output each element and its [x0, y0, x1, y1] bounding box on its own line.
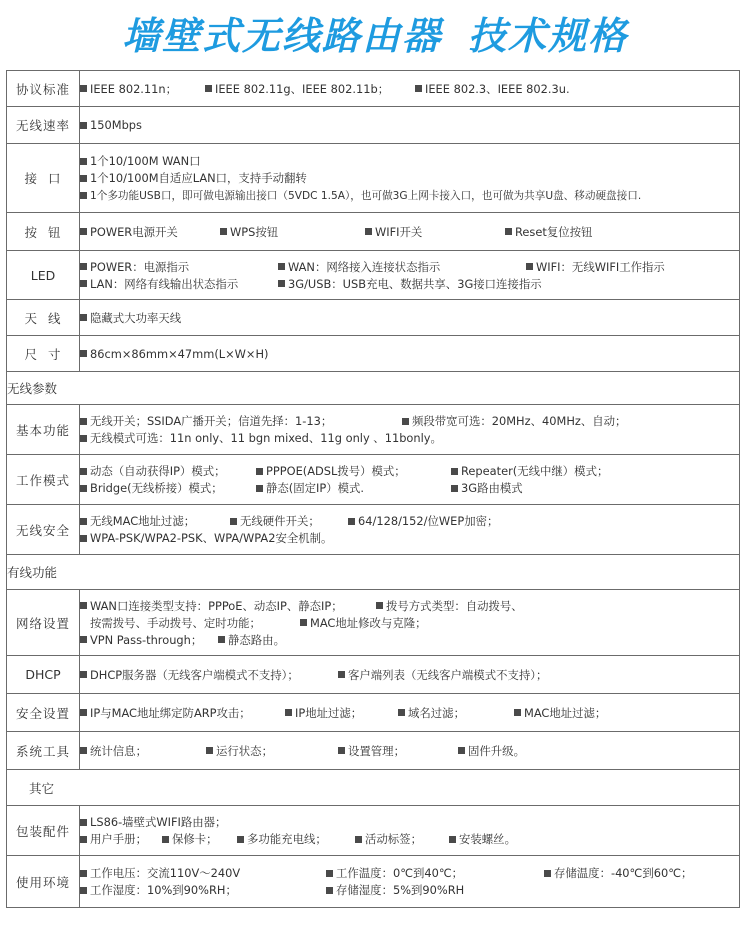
spec-item: WPS按钮 — [230, 224, 279, 239]
bullet-icon — [526, 263, 533, 270]
spec-item: MAC地址过滤； — [524, 705, 607, 720]
row-label: LED — [7, 251, 80, 300]
bullet-icon — [80, 192, 87, 199]
spec-item: 工作温度：0℃到40℃； — [336, 866, 464, 880]
bullet-icon — [256, 485, 263, 492]
bullet-icon — [218, 636, 225, 643]
bullet-icon — [80, 709, 87, 716]
bullet-icon — [326, 887, 333, 894]
spec-item: 存储温度：-40℃到60℃； — [554, 866, 693, 880]
spec-item: Reset复位按钮 — [515, 224, 593, 239]
spec-item: 3G/USB：USB充电、数据共享、3G接口连接指示 — [288, 276, 542, 291]
spec-item: Repeater(无线中继）模式； — [461, 464, 609, 478]
row-antenna — [7, 300, 740, 336]
row-buttons — [7, 213, 740, 251]
row-content — [80, 590, 740, 656]
row-size — [7, 336, 740, 372]
bullet-icon — [80, 350, 87, 357]
bullet-icon — [80, 535, 87, 542]
bullet-icon — [80, 158, 87, 165]
spec-item: Bridge(无线桥接）模式； — [90, 481, 223, 495]
bullet-icon — [80, 280, 87, 287]
bullet-icon — [80, 122, 87, 129]
row-label: 系统工具 — [7, 732, 80, 770]
spec-item: WIFI开关 — [375, 224, 423, 239]
spec-item: 存储湿度：5%到90%RH — [336, 883, 465, 897]
row-content — [80, 806, 740, 856]
spec-item: 1个10/100M WAN口 — [90, 154, 201, 168]
row-package — [7, 806, 740, 856]
bullet-icon — [80, 175, 87, 182]
bullet-icon — [415, 85, 422, 92]
spec-item: WPA-PSK/WPA2-PSK、WPA/WPA2安全机制。 — [90, 531, 333, 545]
section-title: 其它 — [7, 770, 740, 806]
bullet-icon — [80, 468, 87, 475]
spec-item: 设置管理； — [348, 743, 405, 758]
bullet-icon — [278, 263, 285, 270]
bullet-icon — [376, 602, 383, 609]
row-label: 包装配件 — [7, 806, 80, 856]
spec-item: MAC地址修改与克隆； — [310, 615, 427, 630]
spec-item: WIFI：无线WIFI工作指示 — [536, 259, 665, 274]
bullet-icon — [505, 228, 512, 235]
bullet-icon — [80, 228, 87, 235]
row-label: 无线安全 — [7, 505, 80, 555]
row-content — [80, 336, 740, 372]
bullet-icon — [338, 747, 345, 754]
spec-item: 拨号方式类型：自动拨号、 — [386, 598, 523, 613]
bullet-icon — [300, 619, 307, 626]
bullet-icon — [80, 85, 87, 92]
spec-item: LAN：网络有线输出状态指示 — [90, 276, 239, 291]
bullet-icon — [80, 518, 87, 525]
row-led — [7, 251, 740, 300]
spec-item: 静态路由。 — [228, 632, 285, 647]
spec-item: 3G路由模式 — [461, 481, 523, 495]
spec-item: 工作电压：交流110V～240V — [90, 866, 241, 880]
bullet-icon — [80, 485, 87, 492]
bullet-icon — [278, 280, 285, 287]
row-content — [80, 300, 740, 336]
spec-item: 86cm×86mm×47mm(L×W×H) — [90, 346, 269, 361]
row-content — [80, 71, 740, 107]
row-content — [80, 455, 740, 505]
spec-item: 按需拨号、手动拨号、定时功能； — [90, 615, 261, 630]
row-content — [80, 656, 740, 694]
row-label: 基本功能 — [7, 405, 80, 455]
row-content — [80, 405, 740, 455]
spec-item: 无线MAC地址过滤； — [90, 514, 196, 528]
row-label: 网络设置 — [7, 590, 80, 656]
row-tools — [7, 732, 740, 770]
bullet-icon — [458, 747, 465, 754]
bullet-icon — [398, 709, 405, 716]
bullet-icon — [365, 228, 372, 235]
row-dhcp — [7, 656, 740, 694]
bullet-icon — [544, 870, 551, 877]
spec-item: 客户端列表（无线客户端模式不支持）； — [348, 667, 548, 682]
row-label: 按 钮 — [7, 213, 80, 251]
spec-item: 用户手册； — [90, 832, 147, 846]
spec-item: 域名过滤； — [408, 705, 465, 720]
bullet-icon — [206, 747, 213, 754]
bullet-icon — [80, 636, 87, 643]
row-content — [80, 505, 740, 555]
spec-item: 安装螺丝。 — [459, 832, 516, 846]
spec-item: 工作湿度：10%到90%RH； — [90, 883, 237, 897]
row-speed — [7, 107, 740, 144]
row-label: 安全设置 — [7, 694, 80, 732]
bullet-icon — [80, 435, 87, 442]
bullet-icon — [80, 314, 87, 321]
bullet-icon — [451, 468, 458, 475]
title-main: 墙壁式无线路由器 — [121, 13, 442, 58]
bullet-icon — [451, 485, 458, 492]
bullet-icon — [514, 709, 521, 716]
spec-item: 1个10/100M自适应LAN口，支持手动翻转 — [90, 171, 307, 185]
row-label: 协议标准 — [7, 71, 80, 107]
bullet-icon — [80, 418, 87, 425]
bullet-icon — [205, 85, 212, 92]
row-content — [80, 732, 740, 770]
row-content — [80, 144, 740, 213]
row-env — [7, 856, 740, 908]
row-security — [7, 694, 740, 732]
spec-item: 统计信息； — [90, 743, 147, 758]
row-content — [80, 213, 740, 251]
section-wired — [7, 555, 740, 590]
row-content — [80, 694, 740, 732]
row-mode — [7, 455, 740, 505]
spec-item: 64/128/152/位WEP加密； — [358, 514, 499, 528]
bullet-icon — [80, 263, 87, 270]
bullet-icon — [285, 709, 292, 716]
spec-item: 无线模式可选：11n only、11 bgn mixed、11g only 、11bonly。 — [90, 431, 442, 445]
spec-item: 静态(固定IP）模式. — [266, 481, 365, 495]
spec-item: IEEE 802.3、IEEE 802.3u. — [425, 81, 570, 96]
row-content — [80, 856, 740, 908]
row-label: 天 线 — [7, 300, 80, 336]
bullet-icon — [220, 228, 227, 235]
row-label: 接 口 — [7, 144, 80, 213]
bullet-icon — [449, 836, 456, 843]
spec-item: IP地址过滤； — [295, 705, 363, 720]
spec-item: VPN Pass-through； — [90, 632, 203, 647]
bullet-icon — [162, 836, 169, 843]
bullet-icon — [80, 870, 87, 877]
spec-item: 150Mbps — [90, 118, 142, 132]
row-protocol — [7, 71, 740, 107]
spec-item: 运行状态； — [216, 743, 273, 758]
bullet-icon — [80, 747, 87, 754]
section-wireless — [7, 372, 740, 405]
bullet-icon — [402, 418, 409, 425]
row-wsecurity — [7, 505, 740, 555]
row-label: DHCP — [7, 656, 80, 694]
section-other — [7, 770, 740, 806]
spec-item: IP与MAC地址绑定防ARP攻击； — [90, 705, 251, 720]
bullet-icon — [80, 671, 87, 678]
bullet-icon — [256, 468, 263, 475]
row-label: 工作模式 — [7, 455, 80, 505]
spec-item: 固件升级。 — [468, 743, 525, 758]
row-content — [80, 107, 740, 144]
spec-item: POWER：电源指示 — [90, 259, 190, 274]
spec-item: 活动标签； — [365, 832, 422, 846]
bullet-icon — [326, 870, 333, 877]
spec-item: IEEE 802.11g、IEEE 802.11b； — [215, 81, 390, 96]
spec-item: 频段带宽可选：20MHz、40MHz、自动； — [412, 414, 627, 428]
bullet-icon — [80, 819, 87, 826]
spec-item: PPPOE(ADSL拨号）模式； — [266, 464, 406, 478]
row-content — [80, 251, 740, 300]
row-label: 尺 寸 — [7, 336, 80, 372]
spec-item: POWER电源开关 — [90, 224, 178, 239]
spec-item: 保修卡； — [172, 832, 218, 846]
spec-item: 无线开关；SSIDA广播开关；信道先择：1-13； — [90, 414, 333, 428]
bullet-icon — [348, 518, 355, 525]
spec-item: 动态（自动获得IP）模式； — [90, 464, 226, 478]
title-spec: 技术规格 — [468, 13, 629, 58]
spec-item: WAN口连接类型支持：PPPoE、动态IP、静态IP； — [90, 598, 343, 613]
bullet-icon — [80, 836, 87, 843]
spec-item: WAN：网络接入连接状态指示 — [288, 259, 441, 274]
spec-item: 无线硬件开关； — [240, 514, 320, 528]
row-network — [7, 590, 740, 656]
bullet-icon — [338, 671, 345, 678]
spec-item: 1个多功能USB口，即可做电源输出接口（5VDC 1.5A），也可做3G上网卡接入口，也可做为共享U盘、移动硬盘接口. — [90, 189, 642, 202]
spec-item: 多功能充电线； — [247, 832, 327, 846]
bullet-icon — [237, 836, 244, 843]
spec-item: 隐藏式大功率天线 — [90, 310, 182, 325]
page-title — [0, 0, 750, 64]
section-title: 无线参数 — [7, 372, 740, 405]
bullet-icon — [230, 518, 237, 525]
spec-item: LS86-墙壁式WIFI路由器； — [90, 815, 227, 829]
row-label: 使用环境 — [7, 856, 80, 908]
spec-item: IEEE 802.11n； — [90, 81, 178, 96]
spec-table — [6, 70, 740, 908]
row-basic — [7, 405, 740, 455]
bullet-icon — [80, 887, 87, 894]
row-ports — [7, 144, 740, 213]
bullet-icon — [80, 602, 87, 609]
section-title: 有线功能 — [7, 555, 740, 590]
spec-item: DHCP服务器（无线客户端模式不支持）； — [90, 667, 299, 682]
row-label: 无线速率 — [7, 107, 80, 144]
bullet-icon — [355, 836, 362, 843]
